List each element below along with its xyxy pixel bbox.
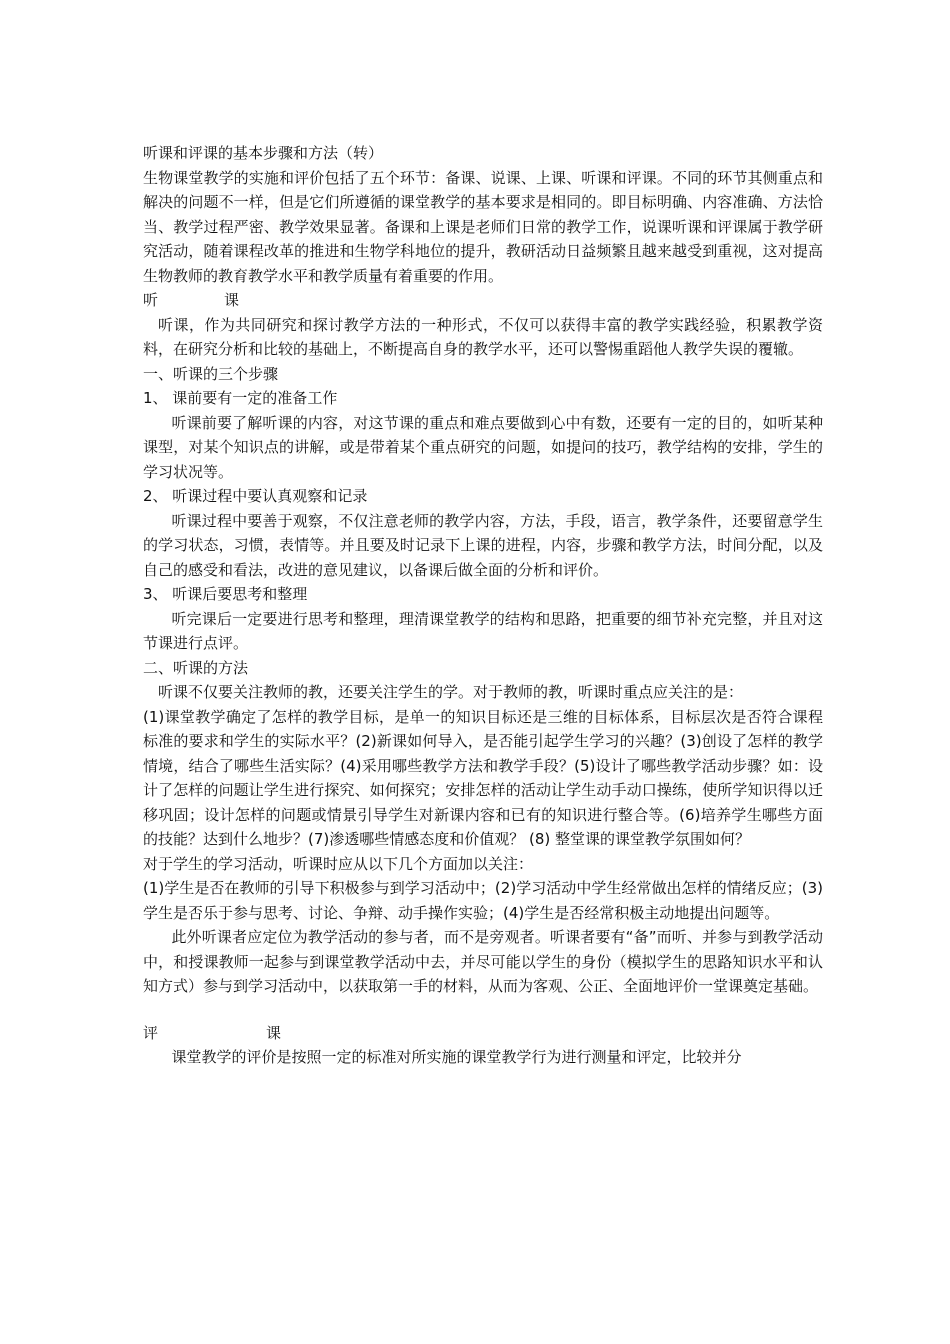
blank-line bbox=[143, 999, 823, 1021]
step3-paragraph: 听完课后一定要进行思考和整理，理清课堂教学的结构和思路，把重要的细节补充完整，并且对这节课进行点评。 bbox=[143, 609, 823, 652]
part1-heading: 一、听课的三个步骤 bbox=[143, 364, 279, 383]
step3-heading: 3、 听课后要思考和整理 bbox=[143, 585, 308, 603]
listening-intro-paragraph: 听课，作为共同研究和探讨教学方法的一种形式，不仅可以获得丰富的教学实践经验，积累教学资料，在研究分析和比较的基础上，不断提高自身的教学水平，还可以警惕重蹈他人教学失误的覆辙。 bbox=[143, 315, 823, 358]
section-heading-char: 课 bbox=[266, 1023, 282, 1042]
section-heading-char: 听 bbox=[143, 291, 159, 309]
section-heading-listening bbox=[143, 288, 823, 313]
section-heading-char: 课 bbox=[224, 291, 240, 309]
document-body bbox=[143, 141, 823, 1070]
step2-paragraph: 听课过程中要善于观察，不仅注意老师的教学内容，方法，手段，语言，教学条件，还要留意学生的学习状态，习惯，表情等。并且要及时记录下上课的进程，内容，步骤和教学方法，时间分配，以及自己的感受和看法，改进的意见建议，以备课后做全面的分析和评价。 bbox=[143, 511, 823, 579]
section-heading-char: 评 bbox=[143, 1023, 159, 1042]
student-points-paragraph: (1)学生是否在教师的引导下积极参与到学习活动中；(2)学习活动中学生经常做出怎样的情绪反应；(3)学生是否乐于参与思考、讨论、争辩、动手操作实验；(4)学生是否经常积极主动地提出问题等。 bbox=[143, 879, 823, 922]
teacher-points-paragraph: (1)课堂教学确定了怎样的教学目标，是单一的知识目标还是三维的目标体系，目标层次是否符合课程标准的要求和学生的实际水平？(2)新课如何导入，是否能引起学生学习的兴趣？(3)创设了怎样的教学情境，结合了哪些生活实际？(4)采用哪些教学方法和教学手段？(5)设计了哪些教学活动步骤？如：设计了怎样的问题让学生进行探究、如何探究；安排怎样的活动让学生动手动口操练，使所学知识得以迁移巩固；设计怎样的问题或情景引导学生对新课内容和已有的知识进行整合等。(6)培养学生哪些方面的技能？达到什么地步？(7)渗透哪些情感态度和价值观？ (8) 整堂课的课堂教学氛围如何？ bbox=[143, 707, 823, 848]
student-intro-paragraph: 对于学生的学习活动，听课时应从以下几个方面加以关注： bbox=[143, 854, 534, 873]
document-title: 听课和评课的基本步骤和方法（转） bbox=[143, 144, 384, 162]
part2-heading: 二、听课的方法 bbox=[143, 658, 249, 677]
step2-heading: 2、 听课过程中要认真观察和记录 bbox=[143, 487, 368, 505]
evaluation-intro-paragraph: 课堂教学的评价是按照一定的标准对所实施的课堂教学行为进行测量和评定，比较并分 bbox=[171, 1048, 742, 1066]
method-intro-paragraph: 听课不仅要关注教师的教，还要关注学生的学。对于教师的教，听课时重点应关注的是： bbox=[158, 683, 744, 701]
intro-paragraph: 生物课堂教学的实施和评价包括了五个环节：备课、说课、上课、听课和评课。不同的环节其侧重点和解决的问题不一样，但是它们所遵循的课堂教学的基本要求是相同的。即目标明确、内容准确、方法恰当、教学过程严密、教学效果显著。备课和上课是老师们日常的教学工作，说课听课和评课属于教学研究活动，随着课程改革的推进和生物学科地位的提升，教研活动日益频繁且越来越受到重视，这对提高生物教师的教育教学水平和教学质量有着重要的作用。 bbox=[143, 168, 823, 285]
section-heading-evaluation bbox=[143, 1021, 823, 1046]
listener-role-paragraph: 此外听课者应定位为教学活动的参与者，而不是旁观者。听课者要有“备”而听、并参与到教学活动中，和授课教师一起参与到课堂教学活动中去，并尽可能以学生的身份（模拟学生的思路知识水平和认知方式）参与到学习活动中，以获取第一手的材料，从而为客观、公正、全面地评价一堂课奠定基础。 bbox=[143, 928, 823, 995]
step1-paragraph: 听课前要了解听课的内容，对这节课的重点和难点要做到心中有数，还要有一定的目的，如听某种课型，对某个知识点的讲解，或是带着某个重点研究的问题，如提问的技巧，教学结构的安排，学生的学习状况等。 bbox=[143, 413, 823, 481]
step1-heading: 1、 课前要有一定的准备工作 bbox=[143, 389, 338, 407]
